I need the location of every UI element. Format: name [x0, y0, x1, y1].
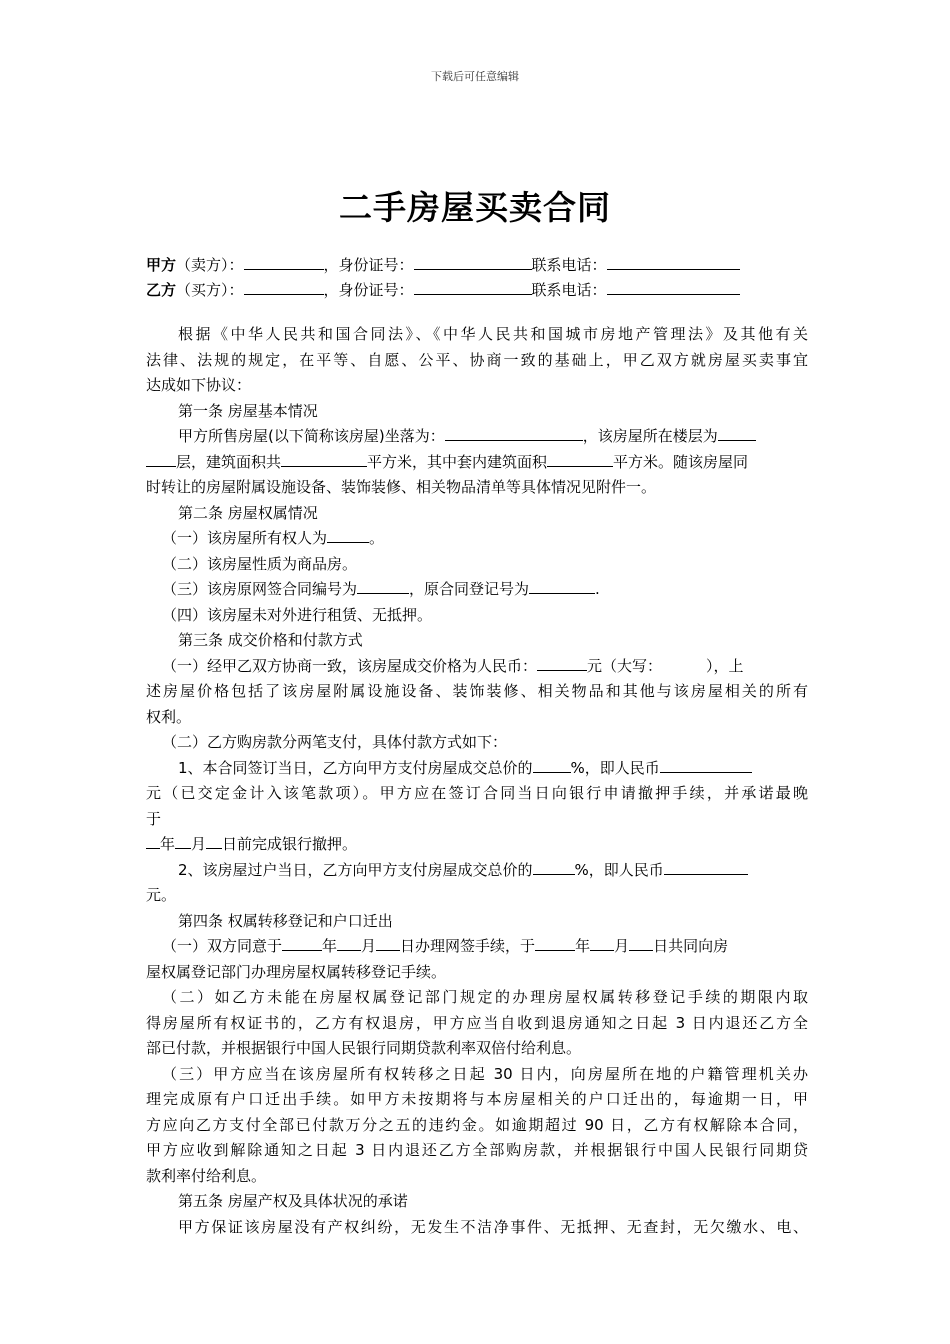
preamble-line: 根据《中华人民共和国合同法》、《中华人民共和国城市房地产管理法》及其他有关 — [178, 325, 808, 343]
percent-2-blank[interactable] — [533, 860, 575, 875]
amount-2-blank[interactable] — [664, 860, 748, 875]
article-4-line: （三）甲方应当在该房屋所有权转移之日起 30 日内，向房屋所在地的户籍管理机关办 — [162, 1064, 808, 1083]
party-a-id-label: ，身份证号： — [323, 256, 414, 274]
article-1-heading: 第一条 房屋基本情况 — [178, 401, 318, 420]
article-4-line: 方应向乙方支付全部已付款万分之五的违约金。如逾期超过 90 日，乙方有权解除本合同， — [146, 1115, 808, 1134]
netsign-month-blank[interactable] — [337, 936, 361, 951]
party-a-label: 甲方 — [146, 256, 177, 274]
article-4-line: （一）双方同意于 年 月 日办理网签手续，于 年 月 日共同向房 — [162, 937, 729, 955]
article-3-line: 2、该房屋过户当日，乙方向甲方支付房屋成交总价的 %，即人民币 — [146, 858, 808, 884]
registration-no-blank[interactable] — [529, 579, 595, 594]
article-3-line: 权利。 — [146, 707, 192, 726]
floor-blank[interactable] — [718, 426, 756, 441]
party-b-id-blank[interactable] — [414, 280, 532, 295]
floor-blank-cont[interactable] — [146, 452, 176, 467]
article-2-item: （三）该房原网签合同编号为 ，原合同登记号为 . — [162, 580, 600, 598]
article-4-line: （二）如乙方未能在房屋权属登记部门规定的办理房屋权属转移登记手续的期限内取 — [162, 988, 808, 1006]
party-b-id-label: ，身份证号： — [323, 281, 414, 299]
transfer-day-blank[interactable] — [629, 936, 653, 951]
party-a-phone-label: 联系电话： — [531, 256, 607, 274]
transfer-year-blank[interactable] — [535, 936, 575, 951]
article-4-heading: 第四条 权属转移登记和户口迁出 — [178, 911, 393, 930]
area-blank[interactable] — [281, 452, 367, 467]
party-b-role: （买方）： — [176, 281, 244, 299]
article-5-line: 甲方保证该房屋没有产权纠纷，无发生不洁净事件、无抵押、无查封，无欠缴水、电、 — [178, 1217, 808, 1236]
transfer-month-blank[interactable] — [590, 936, 614, 951]
article-3-line: 元。 — [146, 886, 177, 904]
article-3-line: 年 月 日前完成银行撤押。 — [146, 832, 808, 858]
article-2-item: （二）该房屋性质为商品房。 — [162, 554, 358, 573]
article-4-line: 理完成原有户口迁出手续。如甲方未按期将与本房屋相关的户口迁出的，每逾期一日，甲 — [146, 1090, 808, 1108]
article-3-heading: 第三条 成交价格和付款方式 — [178, 631, 363, 649]
article-4-line: 款利率付给利息。 — [146, 1166, 267, 1185]
contract-no-blank[interactable] — [357, 579, 409, 594]
contract-body — [146, 322, 808, 1240]
release-day-blank[interactable] — [206, 834, 222, 849]
article-1-line: 时转让的房屋附属设施设备、装饰装修、相关物品清单等具体情况见附件一。 — [146, 478, 657, 496]
article-3-line: 于 — [146, 809, 162, 828]
party-a-name-blank[interactable] — [244, 255, 324, 270]
article-1-line: 层，建筑面积共 平方米，其中套内建筑面积 平方米。随该房屋同 — [146, 450, 808, 476]
amount-1-blank[interactable] — [660, 758, 752, 773]
release-month-blank[interactable] — [175, 834, 191, 849]
article-3-line: 述房屋价格包括了该房屋附属设施设备、装饰装修、相关物品和其他与该房屋相关的所有 — [146, 682, 808, 700]
party-b-name-blank[interactable] — [244, 280, 324, 295]
article-3-line: （二）乙方购房款分两笔支付，具体付款方式如下： — [162, 733, 508, 751]
percent-1-blank[interactable] — [533, 758, 571, 773]
article-4-line: 得房屋所有权证书的，乙方有权退房，甲方应当自收到退房通知之日起 3 日内退还乙方全 — [146, 1013, 808, 1032]
inner-area-blank[interactable] — [547, 452, 613, 467]
party-a-line — [146, 254, 740, 275]
party-a-role: （卖方）： — [176, 256, 244, 274]
release-year-blank[interactable] — [146, 834, 160, 849]
document-title: 二手房屋买卖合同 — [339, 188, 611, 227]
party-b-line — [146, 279, 740, 300]
article-3-line: （一）经甲乙双方协商一致，该房屋成交价格为人民币： 元（大写： ），上 — [162, 656, 744, 675]
owner-blank[interactable] — [327, 528, 369, 543]
party-b-phone-blank[interactable] — [607, 280, 740, 295]
article-3-line: 元（已交定金计入该笔款项）。甲方应在签订合同当日向银行申请撤押手续，并承诺最晚 — [146, 784, 808, 802]
article-5-heading: 第五条 房屋产权及具体状况的承诺 — [178, 1192, 408, 1210]
header-note: 下载后可任意编辑 — [431, 70, 519, 83]
article-3-line: 1、本合同签订当日，乙方向甲方支付房屋成交总价的 %，即人民币 — [146, 756, 808, 782]
article-2-item: （一）该房屋所有权人为 。 — [162, 529, 385, 547]
price-blank[interactable] — [537, 656, 587, 671]
article-2-heading: 第二条 房屋权属情况 — [178, 503, 318, 522]
article-4-line: 屋权属登记部门办理房屋权属转移登记手续。 — [146, 962, 447, 981]
party-a-id-blank[interactable] — [414, 255, 532, 270]
article-4-line: 部已付款，并根据银行中国人民银行同期贷款利率双倍付给利息。 — [146, 1039, 582, 1057]
preamble-line: 法律、法规的规定，在平等、自愿、公平、协商一致的基础上，甲乙双方就房屋买卖事宜 — [146, 350, 808, 369]
party-b-phone-label: 联系电话： — [531, 281, 607, 299]
netsign-year-blank[interactable] — [282, 936, 322, 951]
preamble-line: 达成如下协议： — [146, 376, 252, 394]
article-2-item: （四）该房屋未对外进行租赁、无抵押。 — [162, 605, 433, 624]
party-b-label: 乙方 — [146, 281, 177, 299]
article-4-line: 甲方应收到解除通知之日起 3 日内退还乙方全部购房款，并根据银行中国人民银行同期贷 — [146, 1141, 808, 1159]
location-blank[interactable] — [445, 426, 583, 441]
netsign-day-blank[interactable] — [376, 936, 400, 951]
article-1-line: 甲方所售房屋(以下简称该房屋)坐落为： ，该房屋所在楼层为 — [146, 424, 808, 450]
party-a-phone-blank[interactable] — [607, 255, 740, 270]
